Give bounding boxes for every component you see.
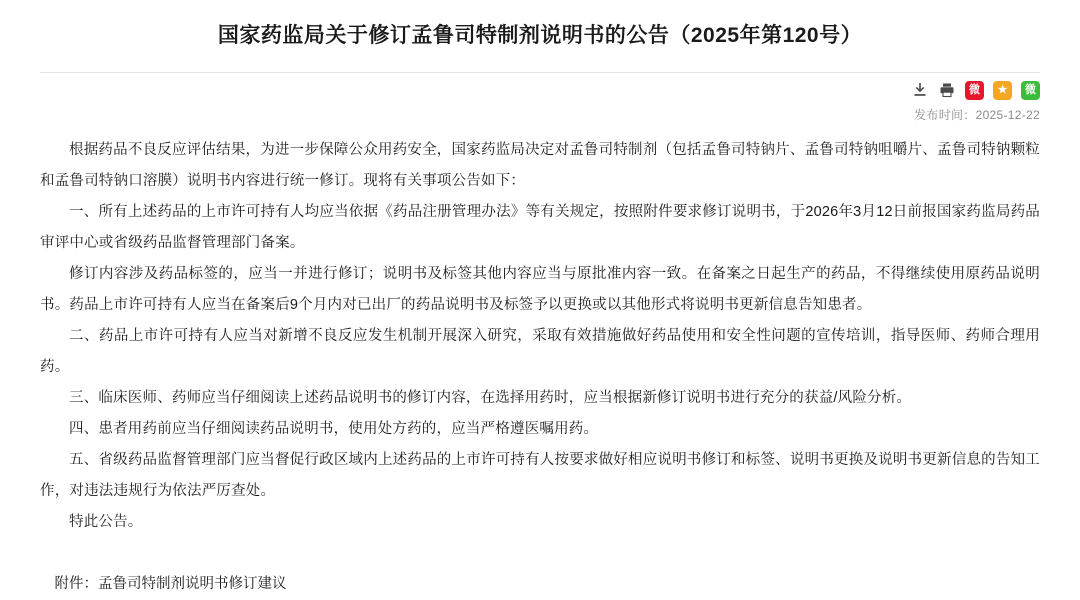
publish-time: 发布时间：2025-12-22 bbox=[914, 107, 1040, 122]
download-icon[interactable] bbox=[911, 81, 929, 99]
paragraph: 根据药品不良反应评估结果，为进一步保障公众用药安全，国家药监局决定对孟鲁司特制剂（包括孟鲁司特钠片、孟鲁司特钠咀嚼片、孟鲁司特钠颗粒和孟鲁司特钠口溶膜）说明书内容进行统一修订。现将有关事项公告如下： bbox=[40, 141, 1040, 189]
paragraph: 五、省级药品监督管理部门应当督促行政区域内上述药品的上市许可持有人按要求做好相应说明书修订和标签、说明书更换及说明书更新信息的告知工作，对违法违规行为依法严厉查处。 bbox=[40, 451, 1040, 499]
meta-bar bbox=[40, 73, 1040, 135]
paragraph: 特此公告。 bbox=[69, 513, 143, 530]
share-wechat-icon[interactable]: 微 bbox=[1021, 81, 1040, 100]
favorite-icon[interactable]: ★ bbox=[993, 81, 1012, 100]
body-attachment-spacer bbox=[40, 538, 1040, 569]
share-weibo-icon[interactable]: 微 bbox=[965, 81, 984, 100]
paragraph: 一、所有上述药品的上市许可持有人均应当依据《药品注册管理办法》等有关规定，按照附件要求修订说明书，于2026年3月12日前报国家药监局药品审评中心或省级药品监督管理部门备案。 bbox=[40, 203, 1040, 251]
paragraph: 二、药品上市许可持有人应当对新增不良反应发生机制开展深入研究，采取有效措施做好药品使用和安全性问题的宣传培训，指导医师、药师合理用药。 bbox=[40, 327, 1040, 375]
toolbar bbox=[911, 81, 1040, 100]
attachment-line[interactable]: 附件：孟鲁司特制剂说明书修订建议 bbox=[54, 575, 287, 592]
page-title: 国家药监局关于修订孟鲁司特制剂说明书的公告（2025年第120号） bbox=[217, 24, 863, 47]
paragraph: 三、临床医师、药师应当仔细阅读上述药品说明书的修订内容，在选择用药时，应当根据新修订说明书进行充分的获益/风险分析。 bbox=[69, 389, 912, 406]
paragraph: 四、患者用药前应当仔细阅读药品说明书，使用处方药的，应当严格遵医嘱用药。 bbox=[69, 420, 599, 437]
paragraph: 修订内容涉及药品标签的，应当一并进行修订；说明书及标签其他内容应当与原批准内容一致。在备案之日起生产的药品，不得继续使用原药品说明书。药品上市许可持有人应当在备案后9个月内对已出厂的药品说明书及标签予以更换或以其他形式将说明书更新信息告知患者。 bbox=[40, 265, 1040, 313]
print-icon[interactable] bbox=[938, 81, 956, 99]
document-body bbox=[40, 135, 1040, 538]
